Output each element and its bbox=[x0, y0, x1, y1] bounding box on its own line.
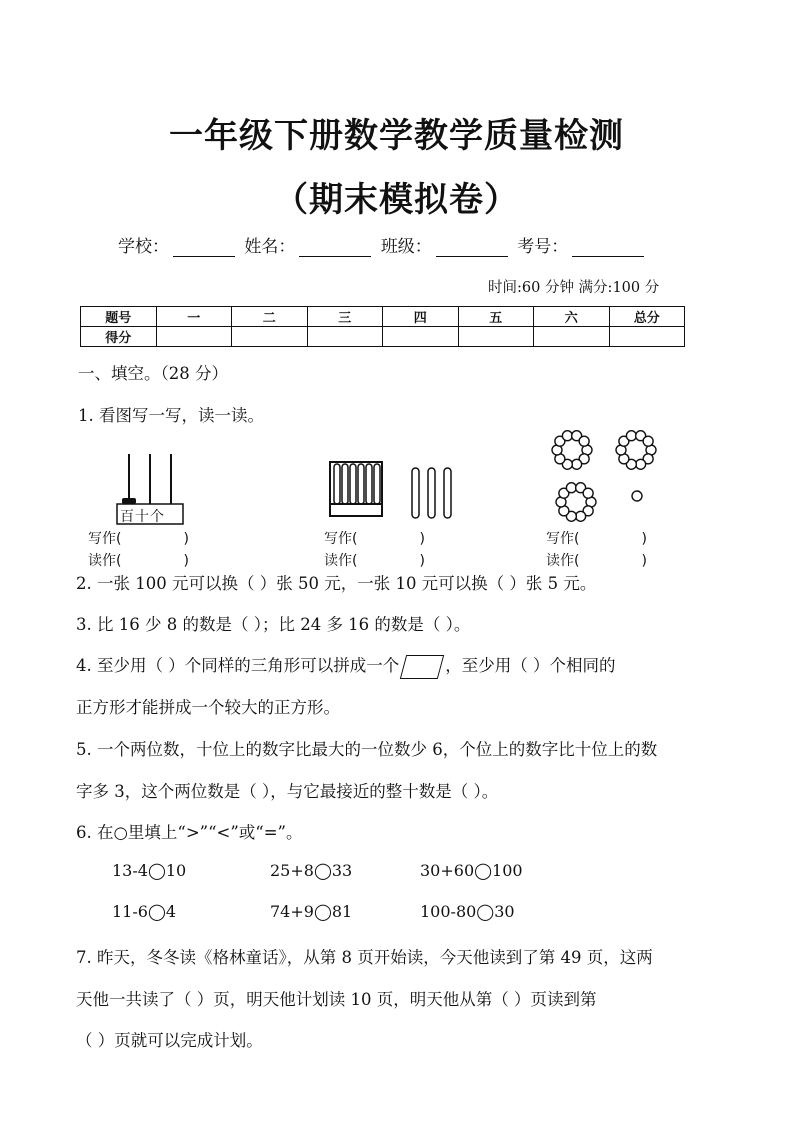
small-circle bbox=[643, 436, 653, 446]
exam-no-label: 考号： bbox=[517, 237, 569, 257]
write-label: 写作( bbox=[88, 531, 122, 547]
close-paren: ) bbox=[419, 553, 425, 569]
question-7-line-2: 天他一共读了（ ）页，明天他计划读 10 页，明天他从第（ ）页读到第 bbox=[76, 990, 597, 1009]
compare-item[interactable]: 30+60◯100 bbox=[420, 861, 523, 880]
question-4-line-1 bbox=[76, 652, 615, 679]
write-label: 写作( bbox=[324, 531, 358, 547]
read-label: 读作( bbox=[546, 553, 580, 569]
question-5-line-2: 字多 3，这个两位数是（ ），与它最接近的整十数是（ ）。 bbox=[76, 782, 499, 801]
question-4-line-2: 正方形才能拼成一个较大的正方形。 bbox=[76, 698, 340, 717]
class-label: 班级： bbox=[380, 237, 432, 257]
name-blank[interactable] bbox=[299, 238, 371, 257]
table-cell: 六 bbox=[534, 307, 610, 327]
small-circle bbox=[579, 436, 589, 446]
score-cell[interactable] bbox=[534, 327, 610, 347]
score-cell[interactable] bbox=[307, 327, 383, 347]
close-paren: ) bbox=[641, 553, 647, 569]
abacus-label: 百十个 bbox=[120, 509, 165, 525]
score-cell[interactable] bbox=[458, 327, 534, 347]
table-cell: 一 bbox=[156, 307, 232, 327]
close-paren: ) bbox=[183, 553, 189, 569]
school-label: 学校： bbox=[118, 237, 169, 257]
compare-item[interactable]: 25+8◯33 bbox=[270, 861, 353, 880]
score-cell[interactable] bbox=[383, 327, 459, 347]
small-circle bbox=[562, 431, 572, 441]
close-paren: ) bbox=[183, 531, 189, 547]
table-cell: 二 bbox=[232, 307, 308, 327]
question-1: 1. 看图写一写，读一读。 bbox=[78, 406, 264, 425]
table-cell: 五 bbox=[458, 307, 534, 327]
score-table bbox=[80, 306, 685, 347]
student-info-line bbox=[118, 232, 648, 257]
close-paren: ) bbox=[419, 531, 425, 547]
compare-item[interactable]: 74+9◯81 bbox=[270, 902, 353, 921]
compare-item[interactable]: 13-4◯10 bbox=[112, 861, 187, 880]
page-title: 一年级下册数学教学质量检测 bbox=[169, 116, 624, 156]
question-2: 2. 一张 100 元可以换（ ）张 50 元，一张 10 元可以换（ ）张 5 元。 bbox=[76, 574, 597, 593]
question-4-part-1: 4. 至少用（ ）个同样的三角形可以拼成一个 bbox=[76, 656, 400, 675]
compare-item[interactable]: 100-80◯30 bbox=[420, 902, 515, 921]
stick-bundle-figure bbox=[322, 456, 462, 526]
small-circle bbox=[572, 459, 582, 469]
question-3: 3. 比 16 少 8 的数是（ ）；比 24 多 16 的数是（ ）。 bbox=[76, 615, 471, 634]
circle-ring bbox=[616, 431, 656, 470]
figure-1-read bbox=[88, 550, 189, 570]
score-cell[interactable] bbox=[156, 327, 232, 347]
figure-3-read bbox=[546, 550, 647, 570]
exam-no-blank[interactable] bbox=[572, 238, 644, 257]
score-table-header-row bbox=[81, 307, 685, 327]
small-circle bbox=[626, 431, 636, 441]
small-circle bbox=[576, 511, 586, 521]
parallelogram-icon bbox=[400, 655, 444, 679]
page-subtitle: （期末模拟卷） bbox=[274, 180, 519, 220]
small-circle bbox=[566, 483, 576, 493]
table-cell: 得分 bbox=[81, 327, 157, 347]
close-paren: ) bbox=[641, 531, 647, 547]
table-cell: 四 bbox=[383, 307, 459, 327]
read-label: 读作( bbox=[88, 553, 122, 569]
question-6: 6. 在○里填上“>”“<”或“=”。 bbox=[76, 823, 303, 842]
figure-1-write bbox=[88, 528, 189, 548]
question-4-part-2: ，至少用（ ）个相同的 bbox=[445, 656, 616, 675]
small-circle bbox=[636, 459, 646, 469]
section-heading: 一、填空。（28 分） bbox=[78, 364, 228, 383]
class-blank[interactable] bbox=[436, 238, 508, 257]
figure-3-write bbox=[546, 528, 647, 548]
question-5-line-1: 5. 一个两位数，十位上的数字比最大的一位数少 6，个位上的数字比十位上的数 bbox=[76, 740, 658, 759]
score-table-score-row bbox=[81, 327, 685, 347]
small-circle bbox=[583, 488, 593, 498]
read-label: 读作( bbox=[324, 553, 358, 569]
table-cell: 三 bbox=[307, 307, 383, 327]
figure-2-write bbox=[324, 528, 425, 548]
figure-2-read bbox=[324, 550, 425, 570]
circle-ring bbox=[552, 431, 592, 470]
name-label: 姓名： bbox=[244, 237, 296, 257]
table-cell: 总分 bbox=[609, 307, 685, 327]
question-7-line-3: （ ）页就可以完成计划。 bbox=[76, 1031, 263, 1050]
score-cell[interactable] bbox=[232, 327, 308, 347]
question-7-line-1: 7. 昨天，冬冬读《格林童话》，从第 8 页开始读，今天他读到了第 49 页，这两 bbox=[76, 948, 653, 967]
school-blank[interactable] bbox=[173, 238, 235, 257]
time-score-info: 时间:60 分钟 满分:100 分 bbox=[488, 280, 660, 296]
table-cell: 题号 bbox=[81, 307, 157, 327]
circle-ring bbox=[556, 483, 596, 522]
write-label: 写作( bbox=[546, 531, 580, 547]
score-cell[interactable] bbox=[609, 327, 685, 347]
compare-item[interactable]: 11-6◯4 bbox=[112, 902, 177, 921]
circle-groups-figure[interactable] bbox=[550, 426, 670, 526]
single-circle bbox=[632, 491, 642, 501]
